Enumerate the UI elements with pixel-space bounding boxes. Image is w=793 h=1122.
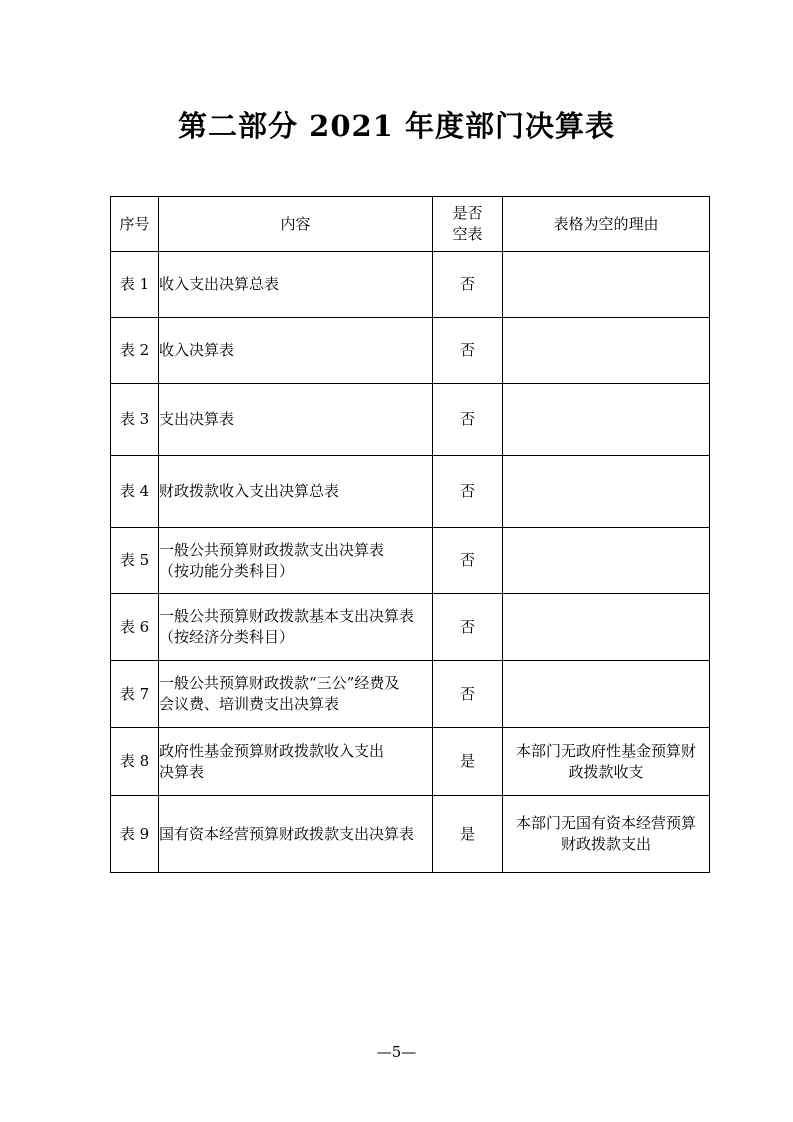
row-is-empty: 否 — [433, 528, 503, 594]
row-content-line2: 会议费、培训费支出决算表 — [159, 695, 340, 713]
header-is-empty-line2: 空表 — [452, 225, 483, 243]
budget-tables-index — [110, 196, 710, 873]
header-seq: 序号 — [111, 197, 159, 252]
row-is-empty: 否 — [433, 594, 503, 661]
row-content — [159, 384, 433, 456]
row-reason — [503, 594, 710, 661]
row-content — [159, 728, 433, 796]
row-content-line1: 一般公共预算财政拨款“三公”经费及 — [159, 674, 400, 692]
row-content — [159, 252, 433, 318]
row-content-line1: 收入支出决算总表 — [159, 275, 280, 293]
table-row — [111, 456, 710, 528]
header-content: 内容 — [159, 197, 433, 252]
page-title: 第二部分 2021 年度部门决算表 — [178, 109, 615, 143]
row-content-line2: 决算表 — [159, 762, 205, 781]
row-seq: 表 3 — [111, 384, 159, 456]
row-reason — [503, 796, 710, 873]
row-is-empty: 否 — [433, 456, 503, 528]
row-content — [159, 456, 433, 528]
row-reason — [503, 728, 710, 796]
row-is-empty: 否 — [433, 384, 503, 456]
row-is-empty: 否 — [433, 252, 503, 318]
page-number: —5— — [376, 1043, 417, 1061]
row-content — [159, 528, 433, 594]
row-content — [159, 594, 433, 661]
row-seq: 表 7 — [111, 661, 159, 728]
row-reason — [503, 318, 710, 384]
table-row — [111, 252, 710, 318]
row-seq: 表 4 — [111, 456, 159, 528]
row-seq: 表 2 — [111, 318, 159, 384]
row-seq: 表 8 — [111, 728, 159, 796]
row-content — [159, 661, 433, 728]
row-is-empty: 是 — [433, 728, 503, 796]
row-seq: 表 1 — [111, 252, 159, 318]
row-reason — [503, 384, 710, 456]
table-row — [111, 661, 710, 728]
row-reason — [503, 456, 710, 528]
table-row — [111, 796, 710, 873]
row-content-line2: （按功能分类科目） — [159, 561, 295, 580]
table-row — [111, 528, 710, 594]
row-content-line1: 一般公共预算财政拨款基本支出决算表 — [159, 607, 415, 625]
row-content-line1: 一般公共预算财政拨款支出决算表 — [159, 540, 385, 559]
row-content-line1: 财政拨款收入支出决算总表 — [159, 482, 340, 500]
row-reason — [503, 528, 710, 594]
row-reason — [503, 252, 710, 318]
row-reason-line2: 政拨款收支 — [568, 762, 644, 781]
row-content-line1: 国有资本经营预算财政拨款支出决算表 — [159, 824, 415, 843]
table-row — [111, 318, 710, 384]
row-content-line2: （按经济分类科目） — [159, 628, 295, 646]
header-is-empty-line1: 是否 — [452, 204, 483, 222]
row-is-empty: 否 — [433, 318, 503, 384]
table-row — [111, 384, 710, 456]
table-row — [111, 594, 710, 661]
row-seq: 表 9 — [111, 796, 159, 873]
row-content-line1: 政府性基金预算财政拨款收入支出 — [159, 741, 385, 760]
header-reason: 表格为空的理由 — [503, 197, 710, 252]
header-is-empty — [433, 197, 503, 252]
row-content-line1: 收入决算表 — [159, 341, 235, 359]
row-content-line1: 支出决算表 — [159, 410, 235, 428]
row-reason-line2: 财政拨款支出 — [560, 835, 651, 853]
row-content — [159, 318, 433, 384]
row-reason-line1: 本部门无政府性基金预算财 — [515, 741, 696, 760]
table-header-row — [111, 197, 710, 252]
row-is-empty: 否 — [433, 661, 503, 728]
row-reason-line1: 本部门无国有资本经营预算 — [515, 814, 696, 832]
row-content — [159, 796, 433, 873]
row-seq: 表 5 — [111, 528, 159, 594]
row-is-empty: 是 — [433, 796, 503, 873]
row-reason — [503, 661, 710, 728]
row-seq: 表 6 — [111, 594, 159, 661]
table-row — [111, 728, 710, 796]
